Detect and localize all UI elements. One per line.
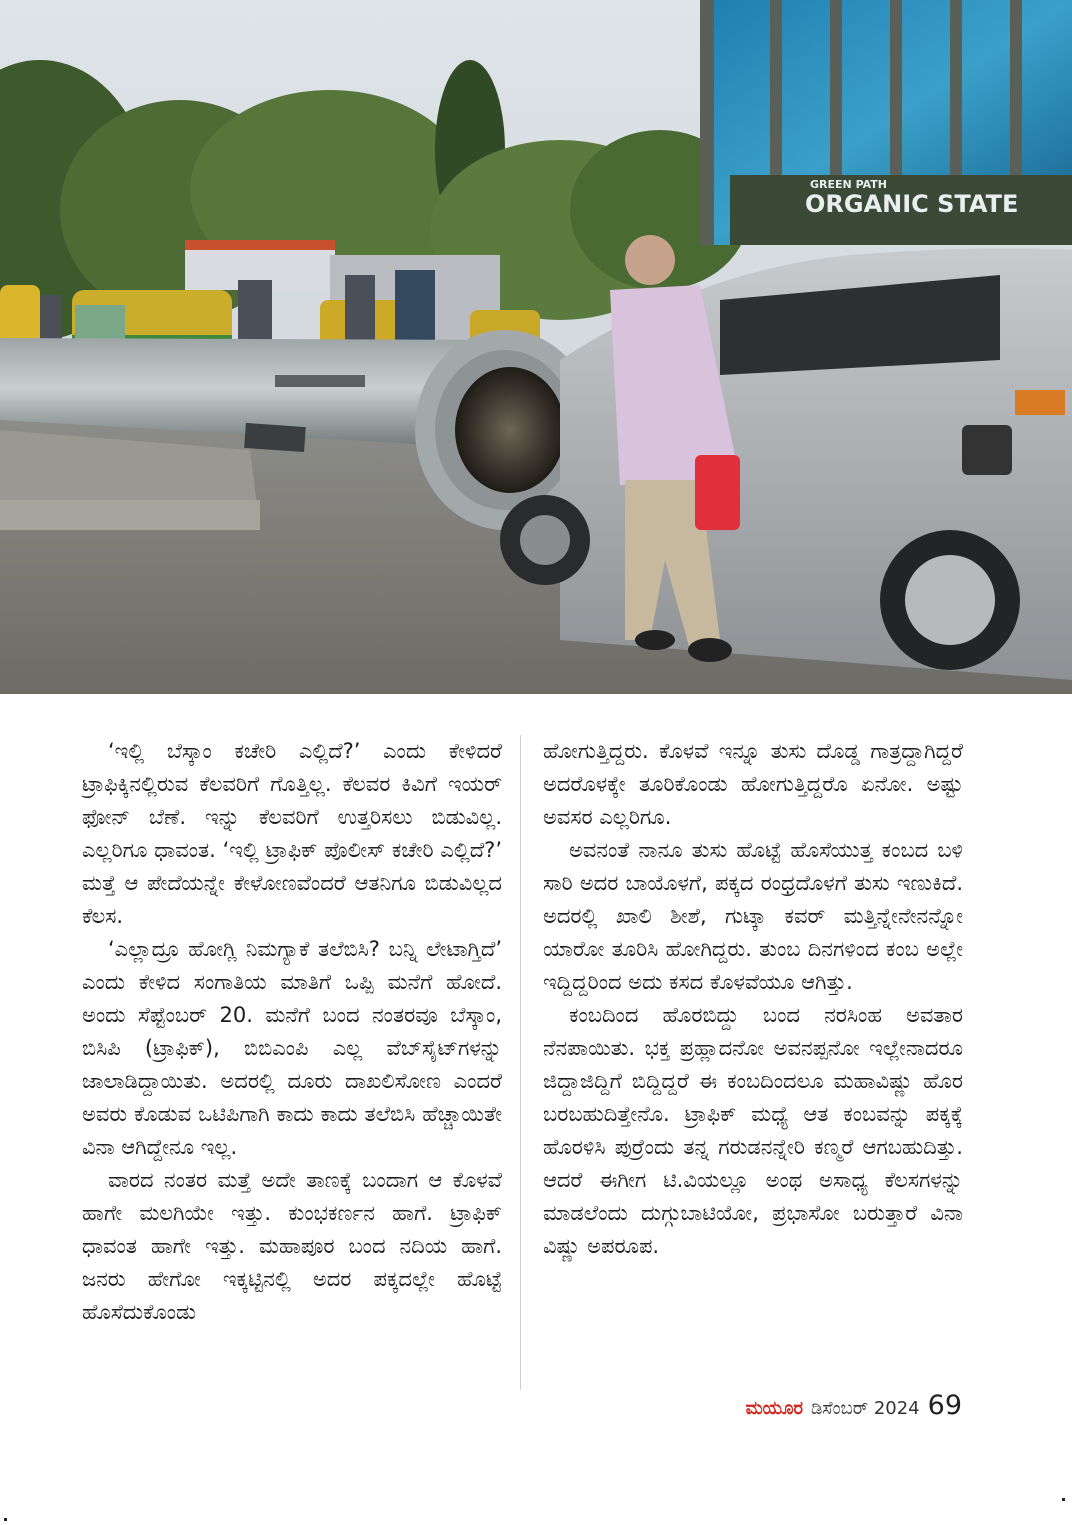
page-footer: [746, 1390, 962, 1430]
column-divider: [520, 735, 521, 1390]
page-number: 69: [927, 1390, 962, 1421]
paragraph: ವಾರದ ನಂತರ ಮತ್ತೆ ಅದೇ ತಾಣಕ್ಕೆ ಬಂದಾಗ ಆ ಕೊಳವೆ ಹಾಗೇ ಮಲಗಿಯೇ ಇತ್ತು. ಕುಂಭಕರ್ಣನ ಹಾಗೆ. ಟ್ರಾಫಿಕ್ ಧಾವಂತ ಹಾಗೇ ಇತ್ತು. ಮಹಾಪೂರ ಬಂದ ನದಿಯ ಹಾಗೆ. ಜನರು ಹೇಗೋ ಇಕ್ಕಟ್ಟಿನಲ್ಲಿ ಅದರ ಪಕ್ಕದಲ್ಲೇ ಹೊಟ್ಟೆ ಹೊಸೆದುಕೊಂಡು: [82, 1168, 502, 1324]
building-sign-sub: GREEN PATH: [810, 178, 887, 191]
paragraph: ಹೋಗುತ್ತಿದ್ದರು. ಕೊಳವೆ ಇನ್ನೂ ತುಸು ದೊಡ್ಡ ಗಾತ್ರದ್ದಾಗಿದ್ದರೆ ಅದರೊಳಕ್ಕೇ ತೂರಿಕೊಂಡು ಹೋಗುತ್ತಿದ್ದರೊ ಏನೋ. ಅಷ್ಟು ಅವಸರ ಎಲ್ಲರಿಗೂ.: [543, 739, 963, 829]
paragraph: ‘ಎಲ್ಲಾದ್ರೂ ಹೋಗ್ಲಿ ನಿಮಗ್ಯಾಕೆ ತಲೆಬಿಸಿ? ಬನ್ನಿ ಲೇಟಾಗ್ತಿದೆ’ ಎಂದು ಕೇಳಿದ ಸಂಗಾತಿಯ ಮಾತಿಗೆ ಒಪ್ಪಿ ಮನೆಗೆ ಹೋದೆ. ಅಂದು ಸೆಪ್ಟೆಂಬರ್ 20. ಮನೆಗೆ ಬಂದ ನಂತರವೂ ಬೆಸ್ಕಾಂ, ಬಿಸಿಪಿ (ಟ್ರಾಫಿಕ್), ಬಿಬಿಎಂಪಿ ಎಲ್ಲ ವೆಬ್‌ಸೈಟ್‌ಗಳನ್ನು ಜಾಲಾಡಿದ್ದಾಯಿತು. ಅದರಲ್ಲಿ ದೂರು ದಾಖಲಿಸೋಣ ಎಂದರೆ ಅವರು ಕೊಡುವ ಒಟಿಪಿಗಾಗಿ ಕಾದು ಕಾದು ತಲೆಬಿಸಿ ಹೆಚ್ಚಾಯಿತೇ ವಿನಾ ಆಗಿದ್ದೇನೂ ಇಲ್ಲ.: [82, 937, 502, 1159]
article-photo: [0, 0, 1072, 694]
building-sign: ORGANIC STATE: [805, 190, 1019, 218]
article-column-right: [543, 735, 963, 1263]
paragraph: ಅವನಂತೆ ನಾನೂ ತುಸು ಹೊಟ್ಟೆ ಹೊಸೆಯುತ್ತ ಕಂಬದ ಬಳಿ ಸಾರಿ ಅದರ ಬಾಯೊಳಗೆ, ಪಕ್ಕದ ರಂಧ್ರದೊಳಗೆ ತುಸು ಇಣುಕಿದೆ. ಅದರಲ್ಲಿ ಖಾಲಿ ಶೀಶೆ, ಗುಟ್ಕಾ ಕವರ್ ಮತ್ತಿನ್ನೇನೇನನ್ನೋ ಯಾರೋ ತೂರಿಸಿ ಹೋಗಿದ್ದರು. ತುಂಬ ದಿನಗಳಿಂದ ಕಂಬ ಅಲ್ಲೇ ಇದ್ದಿದ್ದರಿಂದ ಅದು ಕಸದ ಕೊಳವೆಯೂ ಆಗಿತ್ತು.: [543, 838, 963, 994]
paragraph: ‘ಇಲ್ಲಿ ಬೆಸ್ಕಾಂ ಕಚೇರಿ ಎಲ್ಲಿದೆ?’ ಎಂದು ಕೇಳಿದರೆ ಟ್ರಾಫಿಕ್ಕಿನಲ್ಲಿರುವ ಕೆಲವರಿಗೆ ಗೊತ್ತಿಲ್ಲ. ಕೆಲವರ ಕಿವಿಗೆ ಇಯರ್ ಫೋನ್ ಬೆಣೆ. ಇನ್ನು ಕೆಲವರಿಗೆ ಉತ್ತರಿಸಲು ಬಿಡುವಿಲ್ಲ. ಎಲ್ಲರಿಗೂ ಧಾವಂತ. ‘ಇಲ್ಲಿ ಟ್ರಾಫಿಕ್ ಪೊಲೀಸ್ ಕಚೇರಿ ಎಲ್ಲಿದೆ?’ ಮತ್ತೆ ಆ ಪೇದೆಯನ್ನೇ ಕೇಳೋಣವೆಂದರೆ ಆತನಿಗೂ ಬಿಡುವಿಲ್ಲದ ಕೆಲಸ.: [82, 739, 502, 928]
article-column-left: [82, 735, 502, 1329]
magazine-brand: ಮಯೂರ: [745, 1398, 803, 1419]
street-photo-fallen-pole-icon: [0, 0, 1072, 694]
issue-date: ಡಿಸೆಂಬರ್ 2024: [810, 1398, 920, 1419]
crop-mark: [4, 1518, 7, 1521]
crop-mark: [1062, 1498, 1065, 1501]
paragraph: ಕಂಬದಿಂದ ಹೊರಬಿದ್ದು ಬಂದ ನರಸಿಂಹ ಅವತಾರ ನೆನಪಾಯಿತು. ಭಕ್ತ ಪ್ರಹ್ಲಾದನೋ ಅವನಪ್ಪನೋ ಇಲ್ಲೇನಾದರೂ ಜಿದ್ದಾಜಿದ್ದಿಗೆ ಬಿದ್ದಿದ್ದರೆ ಈ ಕಂಬದಿಂದಲೂ ಮಹಾವಿಷ್ಣು ಹೊರ ಬರಬಹುದಿತ್ತೇನೊ. ಟ್ರಾಫಿಕ್ ಮಧ್ಯೆ ಆತ ಕಂಬವನ್ನು ಪಕ್ಕಕ್ಕೆ ಹೊರಳಿಸಿ ಪುರ್ರೆಂದು ತನ್ನ ಗರುಡನನ್ನೇರಿ ಕಣ್ಮರೆ ಆಗಬಹುದಿತ್ತು. ಆದರೆ ಈಗೀಗ ಟಿ.ವಿಯಲ್ಲೂ ಅಂಥ ಅಸಾಧ್ಯ ಕೆಲಸಗಳನ್ನು ಮಾಡಲೆಂದು ದುಗ್ಗುಬಾಟಿಯೋ, ಪ್ರಭಾಸೋ ಬರುತ್ತಾರೆ ವಿನಾ ವಿಷ್ಣು ಅಪರೂಪ.: [543, 1003, 963, 1258]
